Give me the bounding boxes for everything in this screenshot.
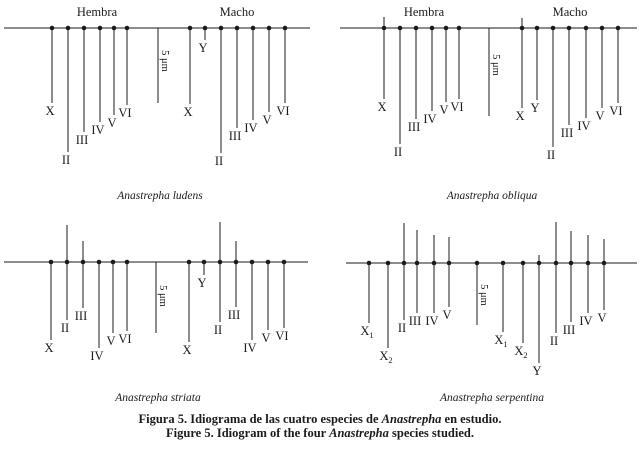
chromosome-VI-hembra-ludens-centromere-dot — [125, 26, 130, 31]
chromosome-VI-hembra-striata-label: VI — [118, 332, 132, 346]
chromosome-V-macho-ludens-centromere-dot — [267, 26, 272, 31]
caption-line-spanish — [0, 413, 640, 427]
chromosome-II-hembra-striata-label: II — [60, 321, 70, 335]
chromosome-X1-macho-serpentina-centromere-dot — [501, 261, 506, 266]
chromosome-X-macho-striata-centromere-dot — [187, 260, 192, 265]
chromosome-IV-hembra-obliqua-centromere-dot — [430, 26, 435, 31]
chromosome-III-macho-obliqua-centromere-dot — [567, 26, 572, 31]
chromosome-III-hembra-obliqua-label: III — [407, 120, 421, 134]
chromosome-III-hembra-ludens-centromere-dot — [82, 26, 87, 31]
chromosome-Y-macho-striata-centromere-dot — [202, 260, 207, 265]
group-header-macho: Macho — [219, 5, 255, 19]
group-header-hembra: Hembra — [76, 5, 118, 19]
chromosome-V-macho-obliqua-label: V — [595, 109, 605, 123]
group-header-macho: Macho — [552, 5, 588, 19]
scale-label-obliqua: 5 μm — [490, 54, 501, 76]
chromosome-IV-macho-obliqua-label: IV — [577, 119, 591, 133]
chromosome-Y-macho-ludens-centromere-dot — [203, 26, 208, 31]
chromosome-IV-hembra-striata-label: IV — [90, 349, 104, 363]
chromosome-II-macho-ludens-centromere-dot — [219, 26, 224, 31]
chromosome-V-macho-obliqua-centromere-dot — [600, 26, 605, 31]
chromosome-Y-macho-serpentina-label: Y — [532, 364, 542, 378]
chromosome-IV-hembra-ludens-label: IV — [91, 123, 105, 137]
chromosome-III-hembra-serpentina-centromere-dot — [415, 261, 420, 266]
scale-bar-dot-serpentina — [475, 261, 480, 266]
chromosome-IV-macho-striata-centromere-dot — [250, 260, 255, 265]
chromosome-II-hembra-serpentina-centromere-dot — [402, 261, 407, 266]
chromosome-IV-hembra-striata-centromere-dot — [97, 260, 102, 265]
chromosome-Y-macho-obliqua-centromere-dot — [535, 26, 540, 31]
chromosome-VI-macho-obliqua-centromere-dot — [616, 26, 621, 31]
figure-caption — [0, 413, 640, 440]
panel-ludens — [4, 5, 310, 202]
chromosome-III-macho-striata-centromere-dot — [234, 260, 239, 265]
chromosome-V-hembra-obliqua-label: V — [439, 103, 449, 117]
scale-label-serpentina: 5 μm — [478, 284, 489, 306]
chromosome-IV-hembra-obliqua-label: IV — [423, 112, 437, 126]
chromosome-IV-macho-striata-label: IV — [243, 341, 257, 355]
panel-obliqua — [340, 5, 637, 202]
caption-es-prefix: Figura 5. Idiograma de las cuatro especies de — [138, 412, 382, 426]
panel-serpentina — [346, 222, 637, 404]
chromosome-VI-hembra-obliqua-label: VI — [450, 100, 464, 114]
chromosome-III-macho-serpentina-label: III — [562, 323, 576, 337]
chromosome-VI-macho-ludens-centromere-dot — [283, 26, 288, 31]
caption-line-english — [0, 427, 640, 441]
panel-striata — [4, 222, 308, 404]
chromosome-V-hembra-obliqua-centromere-dot — [444, 26, 449, 31]
chromosome-IV-macho-ludens-centromere-dot — [251, 26, 256, 31]
chromosome-X1-hembra-serpentina-label: $X_1$ — [360, 324, 374, 340]
chromosome-II-hembra-serpentina-label: II — [397, 321, 407, 335]
chromosome-VI-macho-striata-label: VI — [275, 329, 289, 343]
chromosome-V-hembra-ludens-centromere-dot — [112, 26, 117, 31]
chromosome-III-hembra-ludens-label: III — [75, 133, 89, 147]
species-label-striata: Anastrepha striata — [115, 392, 201, 404]
chromosome-X-macho-obliqua-centromere-dot — [520, 26, 525, 31]
chromosome-II-hembra-striata-centromere-dot — [65, 260, 70, 265]
chromosome-III-hembra-striata-centromere-dot — [81, 260, 86, 265]
chromosome-II-hembra-obliqua-centromere-dot — [398, 26, 403, 31]
chromosome-III-macho-obliqua-label: III — [560, 126, 574, 140]
chromosome-Y-macho-ludens-label: Y — [198, 41, 208, 55]
chromosome-V-hembra-serpentina-label: V — [442, 308, 452, 322]
chromosome-III-macho-serpentina-centromere-dot — [569, 261, 574, 266]
chromosome-V-hembra-serpentina-centromere-dot — [447, 261, 452, 266]
chromosome-X-hembra-ludens-label: X — [45, 104, 55, 118]
chromosome-IV-macho-serpentina-label: IV — [579, 314, 593, 328]
chromosome-V-macho-ludens-label: V — [262, 113, 272, 127]
chromosome-VI-hembra-striata-centromere-dot — [125, 260, 130, 265]
chromosome-IV-hembra-serpentina-label: IV — [425, 314, 439, 328]
chromosome-III-macho-ludens-centromere-dot — [235, 26, 240, 31]
species-label-serpentina: Anastrepha serpentina — [439, 392, 545, 404]
chromosome-II-macho-serpentina-centromere-dot — [554, 261, 559, 266]
chromosome-V-macho-striata-label: V — [261, 331, 271, 345]
chromosome-V-macho-serpentina-centromere-dot — [602, 261, 607, 266]
chromosome-III-macho-ludens-label: III — [228, 129, 242, 143]
chromosome-Y-macho-obliqua-label: Y — [530, 101, 540, 115]
chromosome-III-hembra-serpentina-label: III — [408, 314, 422, 328]
chromosome-VI-hembra-ludens-label: VI — [118, 106, 132, 120]
chromosome-X1-hembra-serpentina-centromere-dot — [367, 261, 372, 266]
chromosome-X-macho-ludens-centromere-dot — [188, 26, 193, 31]
chromosome-II-macho-serpentina-label: II — [549, 334, 559, 348]
caption-en-genus: Anastrepha — [329, 425, 389, 440]
chromosome-III-hembra-striata-label: III — [74, 309, 88, 323]
chromosome-X-hembra-striata-label: X — [44, 341, 54, 355]
chromosome-X-hembra-striata-centromere-dot — [49, 260, 54, 265]
chromosome-II-hembra-ludens-label: II — [61, 153, 71, 167]
chromosome-X-macho-obliqua-label: X — [515, 109, 525, 123]
chromosome-VI-macho-striata-centromere-dot — [282, 260, 287, 265]
caption-en-suffix: species studied. — [388, 425, 474, 440]
chromosome-X2-macho-serpentina-centromere-dot — [521, 261, 526, 266]
chromosome-V-macho-striata-centromere-dot — [266, 260, 271, 265]
chromosome-VI-macho-obliqua-label: VI — [609, 104, 623, 118]
chromosome-II-hembra-obliqua-label: II — [393, 145, 403, 159]
group-header-hembra: Hembra — [403, 5, 445, 19]
chromosome-VI-hembra-obliqua-centromere-dot — [457, 26, 462, 31]
chromosome-X2-hembra-serpentina-label: $X_2$ — [379, 349, 393, 365]
chromosome-V-hembra-striata-label: V — [106, 334, 116, 348]
chromosome-X-hembra-obliqua-label: X — [377, 100, 387, 114]
chromosome-X2-hembra-serpentina-centromere-dot — [386, 261, 391, 266]
chromosome-IV-macho-serpentina-centromere-dot — [586, 261, 591, 266]
chromosome-X2-macho-serpentina-label: $X_2$ — [514, 344, 528, 360]
caption-en-prefix: Figure 5. Idiogram of the four — [166, 425, 330, 440]
chromosome-X-hembra-obliqua-centromere-dot — [382, 26, 387, 31]
chromosome-V-hembra-striata-centromere-dot — [111, 260, 116, 265]
chromosome-II-macho-striata-centromere-dot — [218, 260, 223, 265]
species-label-obliqua: Anastrepha obliqua — [446, 190, 538, 202]
chromosome-X-hembra-ludens-centromere-dot — [50, 26, 55, 31]
chromosome-III-hembra-obliqua-centromere-dot — [414, 26, 419, 31]
chromosome-V-hembra-ludens-label: V — [107, 116, 117, 130]
scale-label-ludens: 5 μm — [159, 50, 170, 72]
chromosome-IV-hembra-ludens-centromere-dot — [98, 26, 103, 31]
chromosome-VI-macho-ludens-label: VI — [276, 104, 290, 118]
chromosome-X-macho-ludens-label: X — [183, 105, 193, 119]
scale-label-striata: 5 μm — [157, 285, 168, 307]
chromosome-IV-macho-ludens-label: IV — [244, 121, 258, 135]
chromosome-III-macho-striata-label: III — [227, 308, 241, 322]
chromosome-II-macho-obliqua-centromere-dot — [551, 26, 556, 31]
caption-es-genus: Anastrepha — [381, 412, 442, 426]
caption-es-suffix: en estudio. — [441, 412, 502, 426]
chromosome-II-macho-obliqua-label: II — [546, 148, 556, 162]
chromosome-IV-macho-obliqua-centromere-dot — [584, 26, 589, 31]
species-label-ludens: Anastrepha ludens — [117, 190, 203, 202]
chromosome-Y-macho-striata-label: Y — [197, 276, 207, 290]
chromosome-Y-macho-serpentina-centromere-dot — [537, 261, 542, 266]
chromosome-X-macho-striata-label: X — [182, 343, 192, 357]
chromosome-II-hembra-ludens-centromere-dot — [66, 26, 71, 31]
chromosome-IV-hembra-serpentina-centromere-dot — [432, 261, 437, 266]
chromosome-II-macho-ludens-label: II — [214, 154, 224, 168]
chromosome-V-macho-serpentina-label: V — [597, 311, 607, 325]
chromosome-X1-macho-serpentina-label: $X_1$ — [494, 333, 508, 349]
chromosome-II-macho-striata-label: II — [213, 323, 223, 337]
